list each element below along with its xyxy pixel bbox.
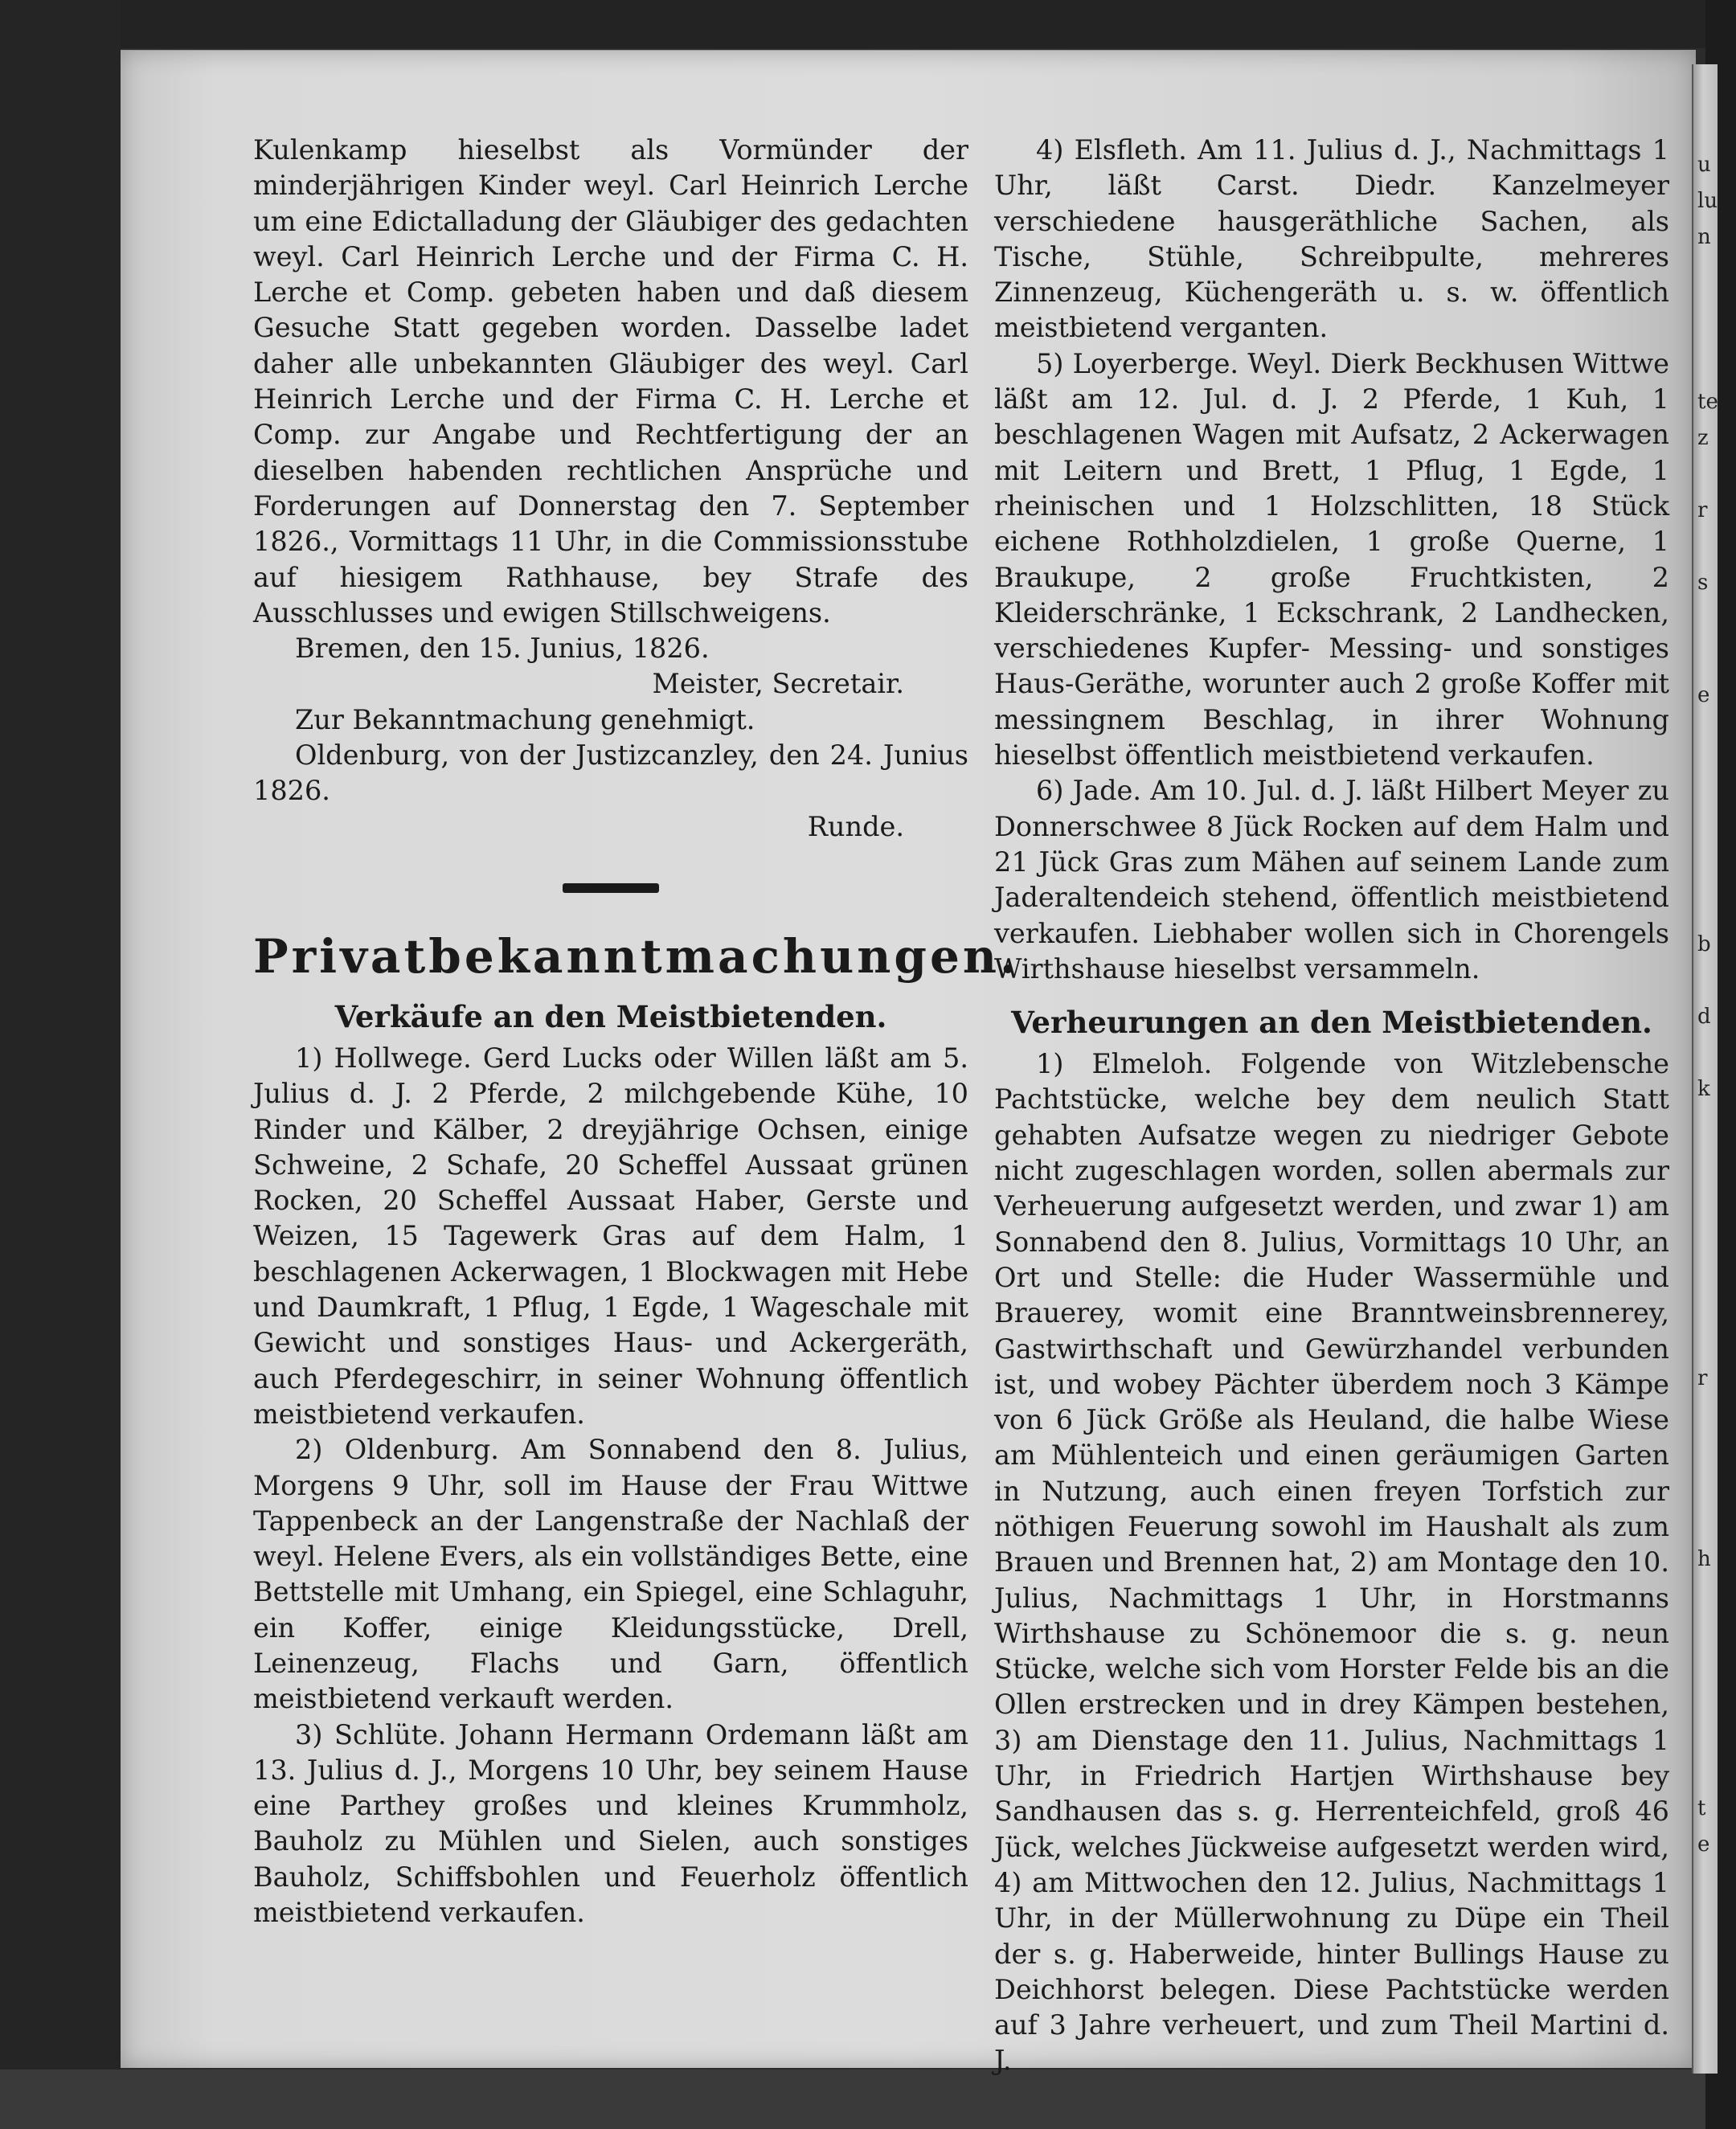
notice-continuation-text: Kulenkamp hieselbst als Vormünder der minderjährigen Kinder weyl. Carl Heinrich Lerche um eine Edictalladung der Gläubiger des gedachten weyl. Carl Heinrich Lerche und der Firma C. H. Lerche et Comp. gebeten haben und daß diesem Gesuche Statt gegeben worden. Dasselbe ladet daher alle unbekannten Gläubiger des weyl. Carl Heinrich Lerche und der Firma C. H. Lerche et Comp. zur Angabe und Rechtfertigung der an dieselben habenden rechtlichen Ansprüche und Forderungen auf Donnerstag den 7. September 1826., Vormittags 11 Uhr, in die Commissionsstube auf hiesigem Rathhause, bey Strafe des Ausschlusses und ewigen Stillschweigens. [253, 134, 968, 628]
right-column [994, 133, 1669, 2079]
adjacent-page-fragment: k [1697, 1077, 1710, 1101]
adjacent-page-fragment: n [1697, 225, 1711, 249]
adjacent-page-fragment: e [1697, 683, 1710, 707]
sale-notice-1: 1) Hollwege. Gerd Lucks oder Willen läßt am 5. Julius d. J. 2 Pferde, 2 milchgebende Kühe, 10 Rinder und Kälber, 2 dreyjährige Ochsen, einige Schweine, 2 Schafe, 20 Scheffel Aussaat grünen Rocken, 20 Scheffel Aussaat Haber, Gerste und Weizen, 15 Tagewerk Gras auf dem Halm, 1 beschlagenen Ackerwagen, 1 Blockwagen mit Hebe und Daumkraft, 1 Pflug, 1 Egde, 1 Wageschale mit Gewicht und sonstiges Haus- und Ackergeräth, auch Pferdegeschirr, in seiner Wohnung öffentlich meistbietend verkaufen. [253, 1042, 968, 1430]
notice-signature: Meister, Secretair. [652, 668, 904, 700]
approval-place-date: Oldenburg, von der Justizcanzley, den 24. Junius 1826. [253, 739, 968, 807]
adjacent-page-fragment: t [1697, 1796, 1706, 1820]
adjacent-page-edge [1692, 64, 1718, 2074]
adjacent-page-fragment: e [1697, 1832, 1710, 1857]
lease-notice-1: 1) Elmeloh. Folgende von Witzlebensche Pachtstücke, welche bey dem neulich Statt gehabten Aufsatze wegen zu niedriger Gebote nicht zugeschlagen worden, sollen abermals zur Verheuerung aufgesetzt werden, und zwar 1) am Sonnabend den 8. Julius, Vormittags 10 Uhr, an Ort und Stelle: die Huder Wassermühle und Brauerey, womit eine Branntweinsbrennerey, Gastwirthschaft und Gewürzhandel verbunden ist, und wobey Pächter überdem noch 3 Kämpe von 6 Jück Größe als Heuland, die halbe Wiese am Mühlenteich und einen geräumigen Garten in Nutzung, auch einen freyen Torfstich zur nöthigen Feuerung sowohl im Haushalt als zum Brauen und Brennen hat, 2) am Montage den 10. Julius, Nachmittags 1 Uhr, in Horstmanns Wirthshause zu Schönemoor die s. g. neun Stücke, welche sich vom Horster Felde bis an die Ollen erstrecken und in drey Kämpen bestehen, 3) am Dienstage den 11. Julius, Nachmittags 1 Uhr, in Friedrich Hartjen Wirthshause bey Sandhausen das s. g. Herrenteichfeld, groß 46 Jück, welches Jückweise aufgesetzt werden wird, 4) am Mittwochen den 12. Julius, Nachmittags 1 Uhr, in der Müllerwohnung zu Düpe ein Theil der s. g. Haberweide, hinter Bullings Hause zu Deichhorst belegen. Diese Pachtstücke werden auf 3 Jahre verheuert, und zum Theil Martini d. J. [994, 1048, 1669, 2077]
adjacent-page-fragment: d [1697, 1005, 1711, 1029]
section-subheading: Verkäufe an den Meistbietenden. [334, 998, 887, 1034]
adjacent-page-fragment: z [1697, 426, 1709, 450]
lease-section-subheading: Verheurungen an den Meistbietenden. [1011, 1005, 1652, 1041]
adjacent-page-fragment: u [1697, 153, 1711, 177]
adjacent-page-fragment: s [1697, 571, 1709, 595]
adjacent-page-fragment: te [1697, 390, 1718, 414]
section-divider-rule [563, 883, 659, 893]
approval-signature: Runde. [807, 810, 904, 842]
sale-notice-3: 3) Schlüte. Johann Hermann Ordemann läßt am 13. Julius d. J., Morgens 10 Uhr, bey seinem Hause eine Parthey großes und kleines Krummholz, Bauholz zu Mühlen und Sielen, auch sonstiges Bauholz, Schiffsbohlen und Feuerholz öffentlich meistbietend verkaufen. [253, 1718, 968, 1929]
sale-notice-6: 6) Jade. Am 10. Jul. d. J. läßt Hilbert Meyer zu Donnerschwee 8 Jück Rocken auf dem Halm und 21 Jück Gras zum Mähen auf seinem Lande zum Jaderaltendeich stehend, öffentlich meistbietend verkaufen. Liebhaber wollen sich in Chorengels Wirthshause hieselbst versammeln. [994, 775, 1669, 985]
adjacent-page-fragment: r [1697, 498, 1708, 522]
adjacent-page-fragment: lu [1697, 189, 1718, 213]
left-column [253, 133, 1020, 1930]
sale-notice-2: 2) Oldenburg. Am Sonnabend den 8. Julius, Morgens 9 Uhr, soll im Hause der Frau Wittwe Tappenbeck an der Langenstraße der Nachlaß der weyl. Helene Evers, als ein vollständiges Bette, eine Bettstelle mit Umhang, ein Spiegel, eine Schlaguhr, ein Koffer, einige Kleidungsstücke, Drell, Leinenzeug, Flachs und Garn, öffentlich meistbietend verkauft werden. [253, 1434, 968, 1715]
sale-notice-4: 4) Elsfleth. Am 11. Julius d. J., Nachmittags 1 Uhr, läßt Carst. Diedr. Kanzelmeyer verschiedene hausgeräthliche Sachen, als Tische, Stühle, Schreibpulte, mehreres Zinnenzeug, Küchengeräth u. s. w. öffentlich meistbietend verganten. [994, 134, 1669, 344]
approval-line: Zur Bekanntmachung genehmigt. [295, 703, 755, 735]
section-heading: Privatbekanntmachungen. [253, 928, 1020, 984]
sale-notice-5: 5) Loyerberge. Weyl. Dierk Beckhusen Wittwe läßt am 12. Jul. d. J. 2 Pferde, 1 Kuh, 1 beschlagenen Wagen mit Aufsatz, 2 Ackerwagen mit Leitern und Brett, 1 Pflug, 1 Egde, 1 rheinischen und 1 Holzschlitten, 18 Stück eichene Rothholzdielen, 1 große Querne, 1 Braukupe, 2 große Fruchtkisten, 2 Kleiderschränke, 1 Eckschrank, 2 Landhecken, verschiedenes Kupfer- Messing- und sonstiges Haus-Geräthe, worunter auch 2 große Koffer mit messingnem Beschlag, in ihrer Wohnung hieselbst öffentlich meistbietend verkaufen. [994, 347, 1669, 772]
adjacent-page-fragment: b [1697, 932, 1711, 956]
notice-place-date: Bremen, den 15. Junius, 1826. [295, 633, 710, 665]
adjacent-page-fragment: r [1697, 1366, 1708, 1390]
adjacent-page-fragment: h [1697, 1547, 1711, 1571]
scan-background-top [0, 0, 1736, 48]
scan-background-left [0, 0, 121, 2129]
